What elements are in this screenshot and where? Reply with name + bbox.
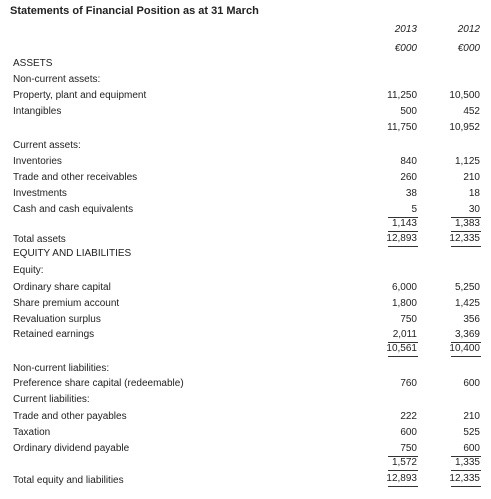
subheading-equity: Equity: bbox=[13, 265, 44, 276]
row-value-2012: 1,125 bbox=[454, 156, 480, 167]
subheading-current-assets: Current assets: bbox=[13, 140, 81, 151]
row-value-2012: 5,250 bbox=[454, 282, 480, 293]
rule-line bbox=[451, 470, 481, 471]
subtotal-2012: 10,400 bbox=[449, 343, 480, 354]
total-equity-and-liabilities-2012: 12,335 bbox=[449, 473, 480, 484]
row-value-2013: 2,011 bbox=[392, 329, 417, 340]
rule-line bbox=[388, 470, 418, 471]
row-label: Ordinary share capital bbox=[13, 282, 111, 293]
row-value-2012: 1,425 bbox=[454, 298, 480, 309]
row-label: Trade and other payables bbox=[13, 411, 127, 422]
column-year-2012: 2012 bbox=[457, 24, 480, 35]
subtotal-2013: 11,750 bbox=[387, 122, 417, 133]
total-assets-2012: 12,335 bbox=[449, 233, 480, 244]
column-unit-2012: €000 bbox=[457, 43, 480, 54]
row-value-2012: 10,500 bbox=[449, 90, 480, 101]
row-value-2013: 840 bbox=[400, 156, 417, 167]
row-label: Inventories bbox=[13, 156, 62, 167]
row-value-2013: 11,250 bbox=[387, 90, 417, 101]
row-value-2012: 30 bbox=[468, 204, 480, 215]
subheading-non-current-liabilities: Non-current liabilities: bbox=[13, 363, 110, 374]
row-value-2013: 600 bbox=[400, 427, 417, 438]
subtotal-2012: 1,383 bbox=[454, 218, 480, 229]
rule-line bbox=[388, 246, 418, 247]
row-value-2013: 6,000 bbox=[391, 282, 417, 293]
row-value-2013: 750 bbox=[400, 314, 417, 325]
row-value-2013: 750 bbox=[400, 443, 417, 454]
subtotal-2012: 1,335 bbox=[454, 457, 480, 468]
subtotal-2013: 10,561 bbox=[386, 343, 417, 354]
statement-title: Statements of Financial Position as at 31 March bbox=[10, 5, 259, 17]
subheading-non-current-assets: Non-current assets: bbox=[13, 74, 101, 85]
rule-line bbox=[388, 486, 418, 487]
total-equity-and-liabilities-2013: 12,893 bbox=[386, 473, 417, 484]
row-label: Retained earnings bbox=[13, 329, 95, 340]
rule-line bbox=[451, 486, 481, 487]
row-label: Trade and other receivables bbox=[13, 172, 138, 183]
row-value-2013: 760 bbox=[400, 378, 417, 389]
total-equity-and-liabilities-label: Total equity and liabilities bbox=[13, 475, 124, 486]
row-value-2013: 38 bbox=[405, 188, 417, 199]
row-value-2013: 222 bbox=[400, 411, 417, 422]
heading-assets: ASSETS bbox=[13, 58, 53, 69]
row-value-2013: 500 bbox=[400, 106, 417, 117]
heading-equity-and-liabilities: EQUITY AND LIABILITIES bbox=[13, 248, 132, 259]
row-value-2012: 18 bbox=[468, 188, 480, 199]
total-assets-label: Total assets bbox=[13, 234, 66, 245]
subtotal-2012: 10,952 bbox=[449, 122, 480, 133]
column-year-2013: 2013 bbox=[394, 24, 417, 35]
row-value-2012: 356 bbox=[463, 314, 480, 325]
rule-line bbox=[451, 246, 481, 247]
row-label: Share premium account bbox=[13, 298, 120, 309]
row-value-2012: 210 bbox=[463, 411, 480, 422]
row-label: Revaluation surplus bbox=[13, 314, 101, 325]
row-label: Intangibles bbox=[13, 106, 62, 117]
row-label: Property, plant and equipment bbox=[13, 90, 147, 101]
row-value-2013: 260 bbox=[400, 172, 417, 183]
subtotal-2013: 1,572 bbox=[391, 457, 417, 468]
row-value-2012: 600 bbox=[463, 443, 480, 454]
rule-line bbox=[451, 231, 481, 232]
column-unit-2013: €000 bbox=[394, 43, 417, 54]
subtotal-2013: 1,143 bbox=[391, 218, 417, 229]
row-label: Cash and cash equivalents bbox=[13, 204, 134, 215]
rule-line bbox=[388, 356, 418, 357]
row-label: Investments bbox=[13, 188, 67, 199]
rule-line bbox=[388, 231, 418, 232]
total-assets-2013: 12,893 bbox=[386, 233, 417, 244]
row-label: Preference share capital (redeemable) bbox=[13, 378, 184, 389]
row-value-2012: 3,369 bbox=[454, 329, 480, 340]
row-value-2013: 5 bbox=[411, 204, 417, 215]
row-value-2013: 1,800 bbox=[391, 298, 417, 309]
subheading-current-liabilities: Current liabilities: bbox=[13, 394, 90, 405]
row-value-2012: 525 bbox=[463, 427, 480, 438]
row-value-2012: 210 bbox=[463, 172, 480, 183]
rule-line bbox=[451, 356, 481, 357]
row-value-2012: 452 bbox=[463, 106, 480, 117]
row-label: Ordinary dividend payable bbox=[13, 443, 130, 454]
row-label: Taxation bbox=[13, 427, 51, 438]
row-value-2012: 600 bbox=[463, 378, 480, 389]
